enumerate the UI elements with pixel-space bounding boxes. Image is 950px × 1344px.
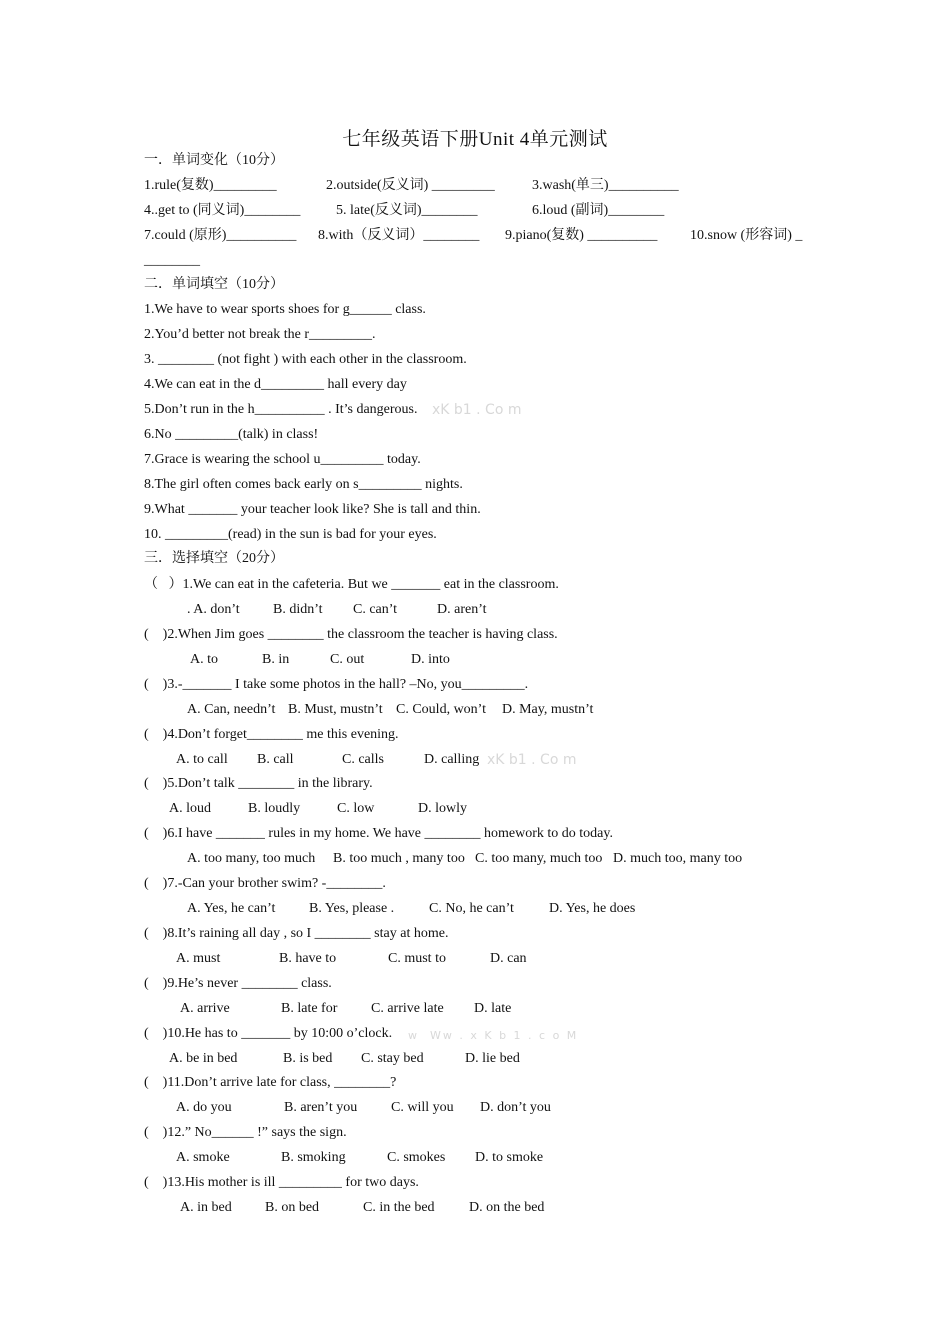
question-11: ( )11.Don’t arrive late for class, ________? — [144, 1075, 397, 1090]
option-c: C. low — [337, 801, 375, 816]
question-8: ( )8.It’s raining all day , so I ________ stay at home. — [144, 926, 449, 941]
s2-item: 4.We can eat in the d_________ hall every day — [144, 377, 407, 392]
question-4: ( )4.Don’t forget________ me this evening. — [144, 727, 399, 742]
question-7: ( )7.-Can your brother swim? -________. — [144, 876, 386, 891]
section1-heading: 一．单词变化（10分） — [144, 153, 284, 168]
s1-item-9: 9.piano(复数) __________ — [505, 228, 658, 243]
option-d: D. late — [474, 1001, 512, 1016]
option-c: C. in the bed — [363, 1200, 435, 1215]
option-a: A. smoke — [176, 1150, 230, 1165]
option-a: A. to — [190, 652, 218, 667]
option-b: B. smoking — [281, 1150, 346, 1165]
option-c: C. can’t — [353, 602, 398, 617]
option-c: C. out — [330, 652, 365, 667]
s1-item-7: 7.could (原形)__________ — [144, 228, 297, 243]
s1-item-8: 8.with（反义词）________ — [318, 228, 480, 243]
option-c: C. smokes — [387, 1150, 446, 1165]
option-b: B. have to — [279, 951, 337, 966]
s1-item-6: 6.loud (副词)________ — [532, 203, 665, 218]
option-b: B. aren’t you — [284, 1100, 358, 1115]
option-d: D. lowly — [418, 801, 467, 816]
s1-item-1: 1.rule(复数)_________ — [144, 178, 277, 193]
page-title: 七年级英语下册Unit 4单元测试 — [342, 129, 608, 150]
option-a: A. Yes, he can’t — [187, 901, 276, 916]
option-a: A. in bed — [180, 1200, 232, 1215]
option-c: C. too many, much too — [475, 851, 603, 866]
watermark: xK b1 . Co m — [487, 752, 577, 768]
s1-item-10-continued: ________ — [144, 253, 200, 268]
option-c: C. stay bed — [361, 1051, 424, 1066]
option-d: D. can — [490, 951, 527, 966]
option-d: D. to smoke — [475, 1150, 544, 1165]
option-b: B. didn’t — [273, 602, 323, 617]
option-d: D. lie bed — [465, 1051, 520, 1066]
option-b: B. in — [262, 652, 290, 667]
section2-heading: 二．单词填空（10分） — [144, 277, 284, 292]
option-a: . A. don’t — [187, 602, 240, 617]
option-a: A. too many, too much — [187, 851, 316, 866]
s2-item: 9.What _______ your teacher look like? She is tall and thin. — [144, 502, 481, 517]
s2-item: 10. _________(read) in the sun is bad for your eyes. — [144, 527, 437, 542]
option-a: A. be in bed — [169, 1051, 238, 1066]
question-3: ( )3.-_______ I take some photos in the hall? –No, you_________. — [144, 677, 529, 692]
option-b: B. loudly — [248, 801, 301, 816]
option-a: A. do you — [176, 1100, 232, 1115]
s1-item-5: 5. late(反义词)________ — [336, 203, 478, 218]
section3-heading: 三．选择填空（20分） — [144, 551, 284, 566]
option-a: A. loud — [169, 801, 211, 816]
question-5: ( )5.Don’t talk ________ in the library. — [144, 776, 373, 791]
option-b: B. late for — [281, 1001, 338, 1016]
option-a: A. Can, needn’t — [187, 702, 276, 717]
option-d: D. don’t you — [480, 1100, 551, 1115]
question-9: ( )9.He’s never ________ class. — [144, 976, 332, 991]
question-6: ( )6.I have _______ rules in my home. We have ________ homework to do today. — [144, 826, 613, 841]
option-a: A. to call — [176, 752, 228, 767]
option-d: D. aren’t — [437, 602, 487, 617]
s2-item: 5.Don’t run in the h__________ . It’s dangerous. — [144, 402, 418, 417]
option-c: C. must to — [388, 951, 446, 966]
option-c: C. will you — [391, 1100, 454, 1115]
option-b: B. is bed — [283, 1051, 333, 1066]
s1-item-10: 10.snow (形容词) _ — [690, 228, 803, 243]
s2-item: 1.We have to wear sports shoes for g______ class. — [144, 302, 426, 317]
option-b: B. too much , many too — [333, 851, 465, 866]
option-c: C. calls — [342, 752, 384, 767]
option-c: C. No, he can’t — [429, 901, 514, 916]
option-d: D. on the bed — [469, 1200, 545, 1215]
question-1: （ ）1.We can eat in the cafeteria. But we _______ eat in the classroom. — [144, 577, 559, 592]
option-b: B. Yes, please . — [309, 901, 395, 916]
option-b: B. Must, mustn’t — [288, 702, 383, 717]
s2-item: 3. ________ (not fight ) with each other in the classroom. — [144, 352, 467, 367]
option-a: A. arrive — [180, 1001, 230, 1016]
option-d: D. calling — [424, 752, 480, 767]
option-d: D. Yes, he does — [549, 901, 636, 916]
option-b: B. call — [257, 752, 294, 767]
option-c: C. Could, won’t — [396, 702, 486, 717]
option-d: D. May, mustn’t — [502, 702, 594, 717]
s2-item: 2.You’d better not break the r_________. — [144, 327, 376, 342]
question-2: ( )2.When Jim goes ________ the classroom the teacher is having class. — [144, 627, 558, 642]
option-a: A. must — [176, 951, 221, 966]
option-c: C. arrive late — [371, 1001, 444, 1016]
option-b: B. on bed — [265, 1200, 320, 1215]
s1-item-3: 3.wash(单三)__________ — [532, 178, 679, 193]
watermark: w Ww . x K b 1 . c o M — [408, 1029, 579, 1042]
question-10: ( )10.He has to _______ by 10:00 o’clock. — [144, 1026, 393, 1041]
option-d: D. into — [411, 652, 450, 667]
question-13: ( )13.His mother is ill _________ for two days. — [144, 1175, 419, 1190]
s2-item: 6.No _________(talk) in class! — [144, 427, 319, 442]
s1-item-4: 4..get to (同义词)________ — [144, 203, 301, 218]
s2-item: 7.Grace is wearing the school u_________ today. — [144, 452, 421, 467]
question-12: ( )12.” No______ !” says the sign. — [144, 1125, 347, 1140]
watermark: xK b1 . Co m — [432, 402, 522, 418]
option-d: D. much too, many too — [613, 851, 743, 866]
s2-item: 8.The girl often comes back early on s_________ nights. — [144, 477, 463, 492]
s1-item-2: 2.outside(反义词) _________ — [326, 178, 495, 193]
